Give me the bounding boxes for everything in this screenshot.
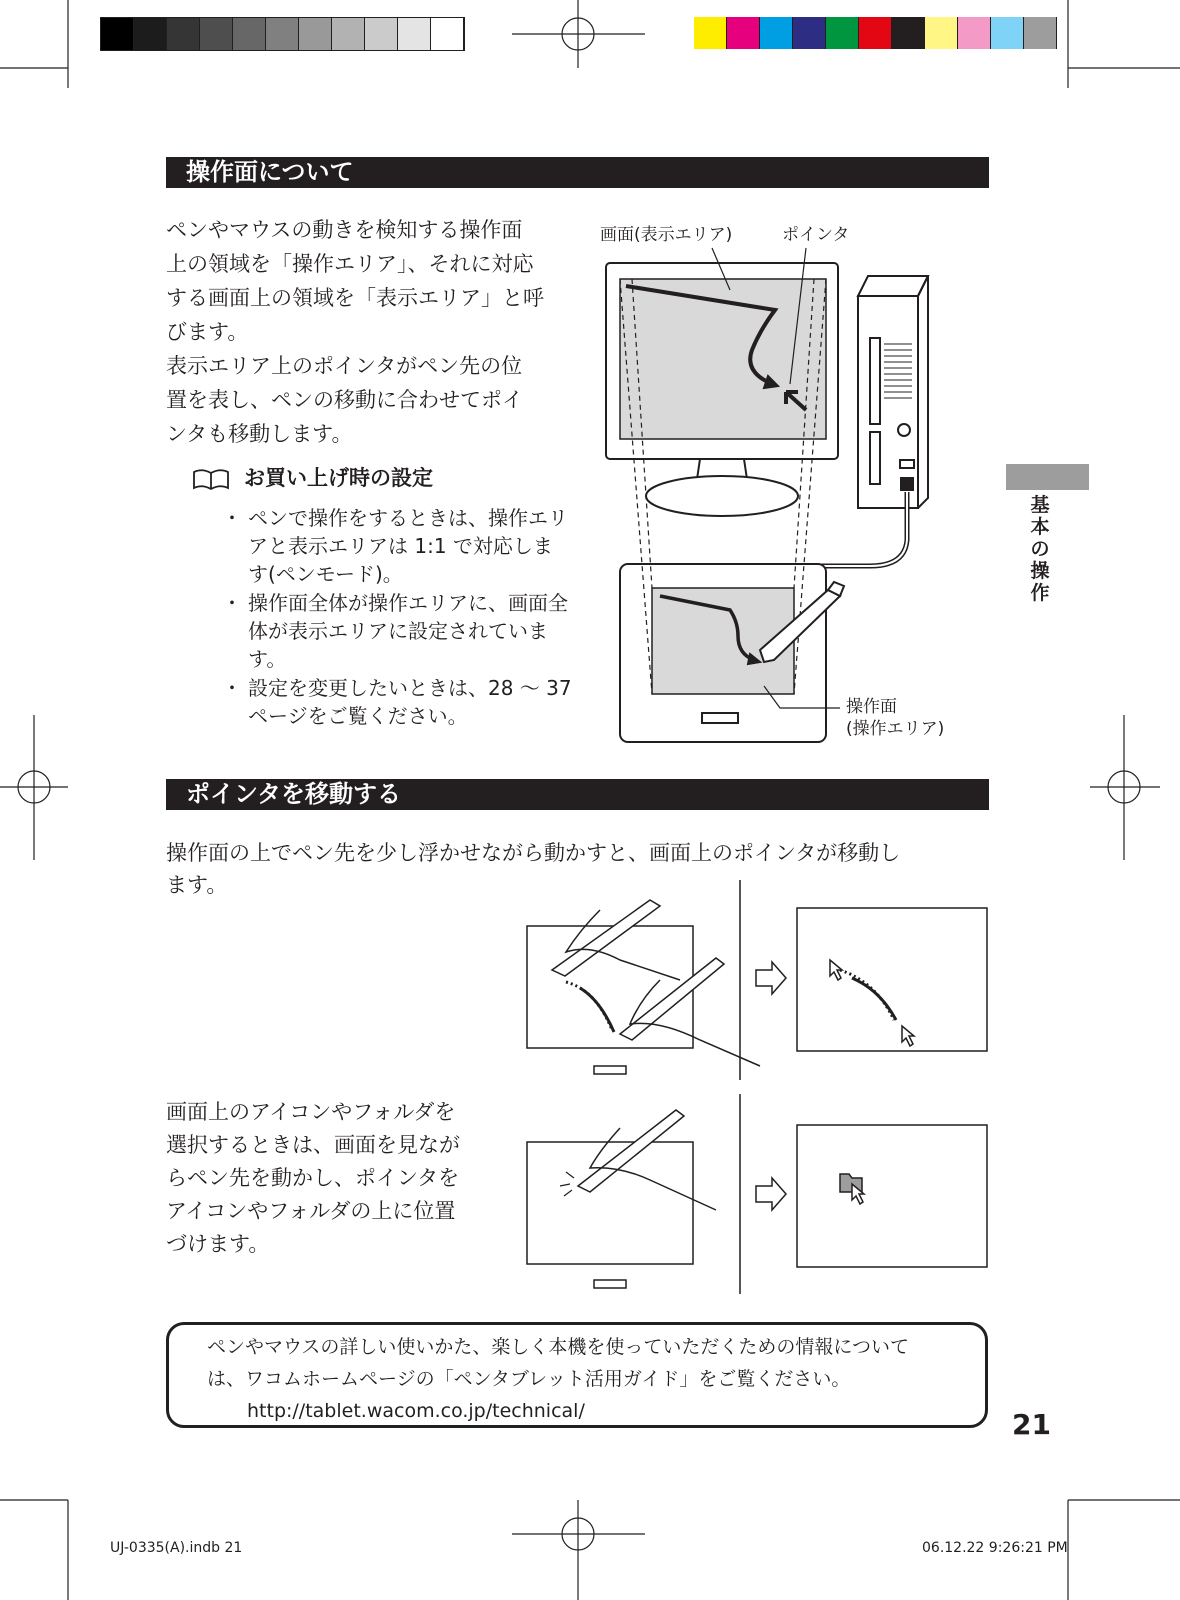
intro-line: ペンやマウスの動きを検知する操作面 (166, 218, 523, 242)
footer-filename: UJ-0335(A).indb 21 (110, 1540, 243, 1556)
chapter-label (1027, 494, 1053, 604)
screen-area-label: 画面(表示エリア) (600, 225, 733, 245)
note-line: は、ワコムホームページの「ペンタブレット活用ガイド」をご覧ください。 (207, 1368, 851, 1390)
more-info-note (166, 1322, 988, 1428)
operation-surface-label: 操作面 (846, 697, 897, 717)
select-folder-illustration (520, 1094, 995, 1294)
select-line: 画面上のアイコンやフォルダを (166, 1100, 456, 1124)
page-number: 21 (1012, 1408, 1051, 1441)
color-swatch (958, 17, 991, 49)
color-swatch (826, 17, 859, 49)
color-swatch (892, 17, 925, 49)
factory-settings-list (222, 504, 572, 731)
gray-swatch (266, 18, 299, 50)
operation-area-label: (操作エリア) (846, 719, 945, 739)
gray-swatch (299, 18, 332, 50)
select-line: づけます。 (166, 1232, 270, 1256)
select-line: らペン先を動かし、ポインタを (166, 1166, 460, 1190)
color-swatch (1024, 17, 1057, 49)
intro-line: びます。 (166, 320, 249, 344)
color-swatch-strip (694, 17, 1057, 49)
chapter-label-char: 作 (1030, 582, 1050, 604)
section1-intro (166, 213, 576, 451)
select-line: 選択するときは、画面を見なが (166, 1133, 460, 1157)
color-swatch (793, 17, 826, 49)
pointer-label: ポインタ (782, 225, 850, 245)
technical-guide-link[interactable]: http://tablet.wacom.co.jp/technical/ (247, 1400, 585, 1422)
intro-line: ます。 (166, 873, 228, 897)
gray-swatch (365, 18, 398, 50)
chapter-label-char: 基 (1030, 494, 1050, 516)
note-line: ペンやマウスの詳しい使いかた、楽しく本機を使っていただくための情報について (207, 1336, 910, 1358)
gray-swatch-strip (100, 17, 465, 51)
section-heading-operation-surface: 操作面について (166, 157, 989, 188)
color-swatch (991, 17, 1024, 49)
book-icon (192, 468, 230, 492)
chapter-label-char: 操 (1030, 560, 1050, 582)
select-line: アイコンやフォルダの上に位置 (166, 1199, 456, 1223)
chapter-label-char: の (1030, 538, 1050, 560)
intro-line: ンタも移動します。 (166, 422, 353, 446)
intro-line: する画面上の領域を「表示エリア」と呼 (166, 286, 544, 310)
intro-line: 表示エリア上のポインタがペン先の位 (166, 354, 523, 378)
list-item: ・ ペンで操作をするときは、操作エリアと表示エリアは 1:1 で対応します(ペンモード)。 (222, 504, 572, 588)
color-swatch (694, 17, 727, 49)
gray-swatch (233, 18, 266, 50)
gray-swatch (200, 18, 233, 50)
intro-line: 置を表し、ペンの移動に合わせてポイ (166, 388, 523, 412)
gray-swatch (167, 18, 200, 50)
gray-swatch (332, 18, 365, 50)
factory-settings-heading: お買い上げ時の設定 (244, 466, 433, 490)
gray-swatch (431, 18, 464, 50)
intro-line: 操作面の上でペン先を少し浮かせながら動かすと、画面上のポインタが移動し (166, 841, 901, 865)
list-item: ・ 操作面全体が操作エリアに、画面全体が表示エリアに設定されています。 (222, 589, 572, 673)
color-swatch (760, 17, 793, 49)
gray-swatch (101, 18, 134, 50)
select-icon-text (166, 1096, 506, 1261)
color-swatch (925, 17, 958, 49)
footer-timestamp: 06.12.22 9:26:21 PM (922, 1540, 1068, 1556)
gray-swatch (398, 18, 431, 50)
chapter-label-char: 本 (1030, 516, 1050, 538)
gray-swatch (134, 18, 167, 50)
hover-move-illustration (520, 880, 995, 1085)
intro-line: 上の領域を「操作エリア」、それに対応 (166, 252, 534, 276)
section-heading-move-pointer: ポインタを移動する (166, 779, 989, 810)
list-item: ・ 設定を変更したいときは、28 〜 37 ページをご覧ください。 (222, 674, 572, 730)
color-swatch (859, 17, 892, 49)
color-swatch (727, 17, 760, 49)
chapter-thumb-tab (1006, 464, 1089, 490)
tablet-monitor-illustration (596, 246, 956, 746)
